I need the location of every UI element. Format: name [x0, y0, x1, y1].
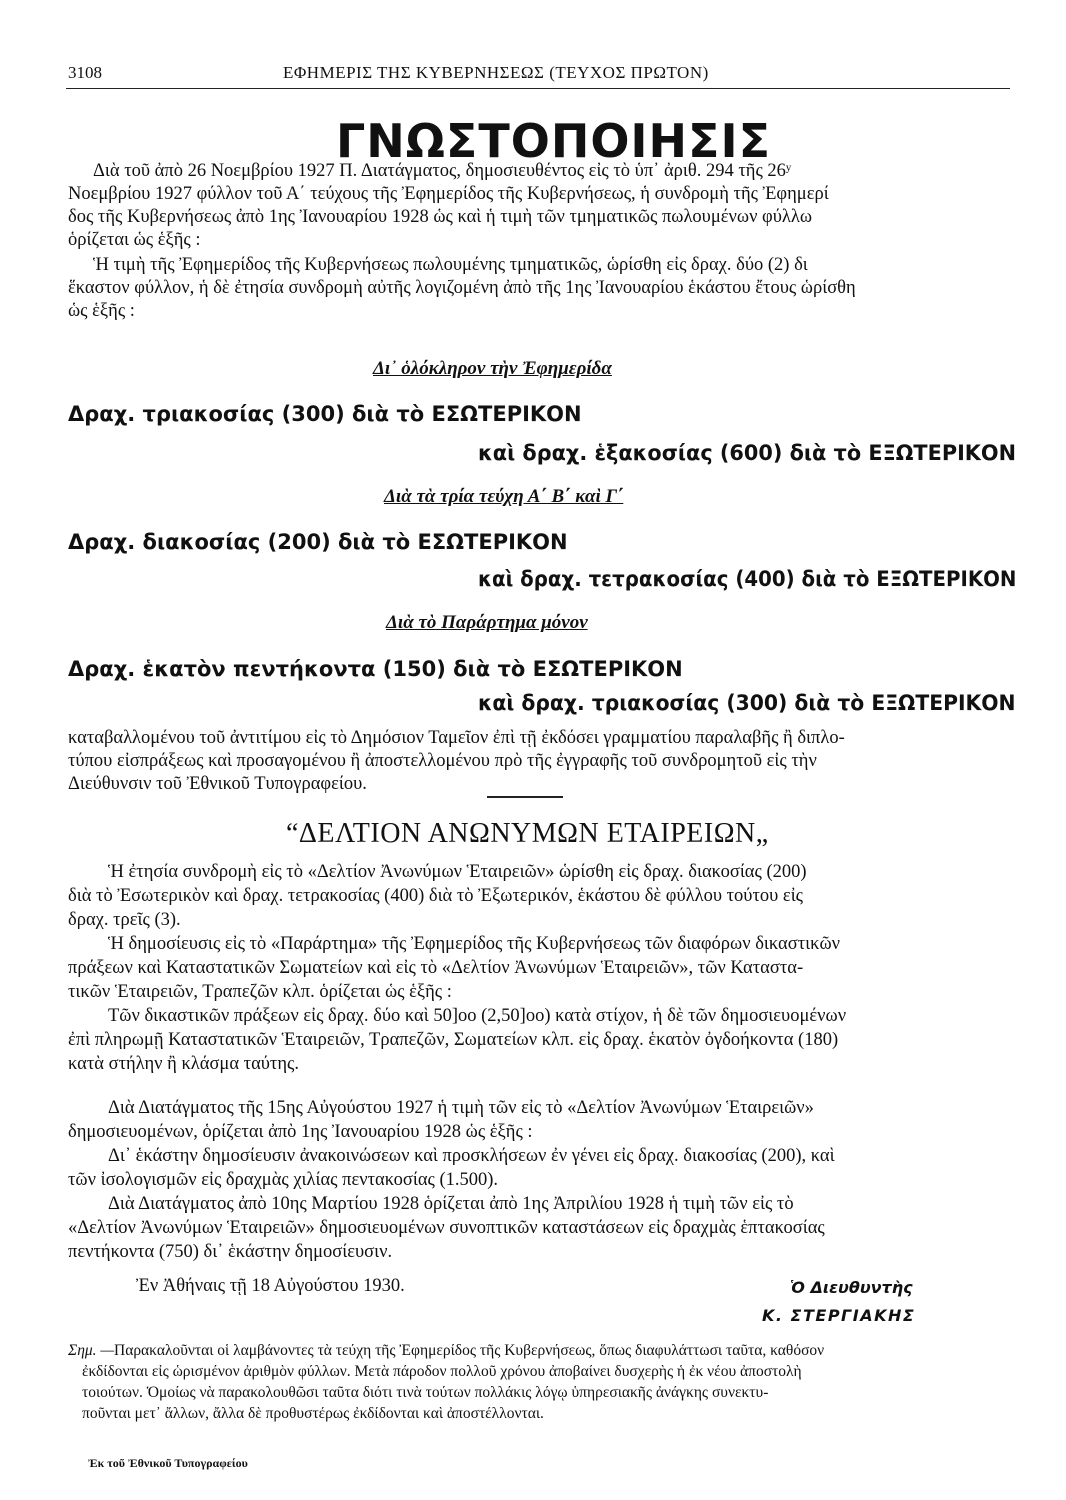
payment-line: Διεύθυνσιν τοῦ Ἐθνικοῦ Τυπογραφείου.	[68, 774, 367, 794]
page-number: 3108	[68, 63, 102, 82]
printer-imprint: Ἐκ τοῦ Ἐθνικοῦ Τυπογραφείου	[88, 1456, 248, 1470]
decree-line: πεντήκοντα (750) δι᾽ ἑκάστην δημοσίευσιν.	[68, 1242, 393, 1262]
decree-line: Διὰ Διατάγματος ἀπὸ 10ης Μαρτίου 1928 ὁρίζεται ἀπὸ 1ης Ἀπριλίου 1928 ἡ τιμὴ τῶν εἰς τὸ	[108, 1194, 794, 1214]
footnote-line: Παρακαλοῦνται οἱ λαμβάνοντες τὰ τεύχη τῆς Ἐφημερίδος τῆς Κυβερνήσεως, ὅπως διαφυλάττωσι ταῦτα, καθόσον	[114, 1342, 825, 1359]
section-divider	[487, 796, 563, 798]
footnote-line: τοιούτων. Ὁμοίως νὰ παρακολουθῶσι ταῦτα διότι τινὰ τούτων πολλάκις λόγῳ ὑπηρεσιακῆς ἀνάγκης συνεκτυ-	[82, 1384, 769, 1401]
decree-line: Διὰ Διατάγματος τῆς 15ης Αὐγούστου 1927 ἡ τιμὴ τῶν εἰς τὸ «Δελτίον Ἀνωνύμων Ἑταιρειῶν»	[108, 1098, 814, 1118]
intro-line: Διὰ τοῦ ἀπὸ 26 Νοεμβρίου 1927 Π. Διατάγματος, δημοσιευθέντος εἰς τὸ ὑπ᾽ ἀριθ. 294 τῆς 26ʸ	[93, 161, 792, 181]
bulletin-line: κατὰ στήλην ἢ κλάσμα ταύτης.	[68, 1054, 299, 1074]
signatory-name: Κ. ΣΤΕΡΓΙΑΚΗΣ	[762, 1306, 916, 1325]
place-date: Ἐν Ἀθήναις τῇ 18 Αὐγούστου 1930.	[136, 1276, 405, 1296]
intro-line: Νοεμβρίου 1927 φύλλον τοῦ Α΄ τεύχους τῆς Ἐφημερίδος τῆς Κυβερνήσεως, ἡ συνδρομὴ τῆς Ἐφημερί	[68, 184, 829, 204]
header-rule	[66, 88, 1010, 89]
price-interior: Δραχ. ἑκατὸν πεντήκοντα (150) διὰ τὸ ΕΣΩΤΕΡΙΚΟΝ	[68, 657, 683, 681]
price-exterior: καὶ δραχ. τετρακοσίας (400) διὰ τὸ ΕΞΩΤΕΡΙΚΟΝ	[478, 567, 1017, 591]
group-heading: Διὰ τὸ Παράρτημα μόνον	[386, 612, 588, 633]
bulletin-title: “ΔΕΛΤΙΟΝ ΑΝΩΝΥΜΩΝ ΕΤΑΙΡΕΙΩΝ„	[286, 818, 769, 849]
price-interior: Δραχ. τριακοσίας (300) διὰ τὸ ΕΣΩΤΕΡΙΚΟΝ	[68, 402, 582, 426]
bulletin-line: δραχ. τρεῖς (3).	[68, 910, 181, 930]
payment-line: τύπου εἰσπράξεως καὶ προσαγομένου ἢ ἀποστελλομένου πρὸ τῆς ἐγγραφῆς τοῦ συνδρομητοῦ εἰς τὴν	[68, 751, 817, 771]
price-line: Ἡ τιμὴ τῆς Ἐφημερίδος τῆς Κυβερνήσεως πωλουμένης τμηματικῶς, ὡρίσθη εἰς δραχ. δύο (2) δι	[93, 255, 808, 275]
bulletin-line: Ἡ ἐτησία συνδρομὴ εἰς τὸ «Δελτίον Ἀνωνύμων Ἑταιρειῶν» ὡρίσθη εἰς δραχ. διακοσίας (200)	[108, 862, 807, 882]
group-heading: Διὰ τὰ τρία τεύχη Α΄ Β΄ καὶ Γ΄	[384, 486, 624, 507]
signatory-role: Ὁ Διευθυντὴς	[790, 1278, 913, 1297]
group-heading: Δι᾽ ὁλόκληρον τὴν Ἐφημερίδα	[373, 358, 612, 379]
running-title: ΕΦΗΜΕΡΙΣ ΤΗΣ ΚΥΒΕΡΝΗΣΕΩΣ (ΤΕΥΧΟΣ ΠΡΩΤΟΝ)	[283, 63, 709, 82]
price-exterior: καὶ δραχ. ἑξακοσίας (600) διὰ τὸ ΕΞΩΤΕΡΙΚΟΝ	[478, 441, 1017, 465]
footnote-line: ἐκδίδονται εἰς ὡρισμένον ἀριθμὸν φύλλων. Μετὰ πάροδον πολλοῦ χρόνου ἀποβαίνει δυσχερὴς ἡ ἐκ νέου ἀποστολὴ	[82, 1363, 802, 1380]
price-interior: Δραχ. διακοσίας (200) διὰ τὸ ΕΣΩΤΕΡΙΚΟΝ	[68, 530, 568, 554]
bulletin-line: ἐπὶ πληρωμῇ Καταστατικῶν Ἑταιρειῶν, Τραπεζῶν, Σωματείων κλπ. εἰς δραχ. ἑκατὸν ὀγδοήκοντα (180)	[68, 1030, 839, 1050]
bulletin-line: Ἡ δημοσίευσις εἰς τὸ «Παράρτημα» τῆς Ἐφημερίδος τῆς Κυβερνήσεως τῶν διαφόρων δικαστικῶν	[108, 934, 840, 954]
bulletin-line: Τῶν δικαστικῶν πράξεων εἰς δραχ. δύο καὶ 50]οο (2,50]οο) κατὰ στίχον, ἡ δὲ τῶν δημοσιευομένων	[108, 1006, 847, 1026]
bulletin-line: διὰ τὸ Ἐσωτερικὸν καὶ δραχ. τετρακοσίας (400) διὰ τὸ Ἐξωτερικόν, ἑκάστου δὲ φύλλου τούτου εἰς	[68, 886, 804, 906]
intro-line: ὁρίζεται ὡς ἑξῆς :	[68, 230, 201, 250]
footnote-line: ποῦνται μετ᾽ ἄλλων, ἄλλα δὲ προθυστέρως ἐκδίδονται καὶ ἀποστέλλονται.	[82, 1405, 544, 1422]
price-line: ὡς ἑξῆς :	[68, 301, 135, 321]
intro-line: δος τῆς Κυβερνήσεως ἀπὸ 1ης Ἰανουαρίου 1928 ὡς καὶ ἡ τιμὴ τῶν τμηματικῶς πωλουμένων φύλλω	[68, 207, 813, 227]
payment-line: καταβαλλομένου τοῦ ἀντιτίμου εἰς τὸ Δημόσιον Ταμεῖον ἐπὶ τῇ ἐκδόσει γραμματίου παραλαβῆς ἢ διπλο-	[68, 728, 845, 748]
decree-line: δημοσιευομένων, ὁρίζεται ἀπὸ 1ης Ἰανουαρίου 1928 ὡς ἑξῆς :	[68, 1122, 533, 1142]
price-line: ἕκαστον φύλλον, ἡ δὲ ἐτησία συνδρομὴ αὐτῆς λογιζομένη ἀπὸ τῆς 1ης Ἰανουαρίου ἑκάστου ἔτους ὡρίσθη	[68, 278, 856, 298]
bulletin-line: τικῶν Ἑταιρειῶν, Τραπεζῶν κλπ. ὁρίζεται ὡς ἑξῆς :	[68, 982, 452, 1002]
decree-line: τῶν ἰσολογισμῶν εἰς δραχμὰς χιλίας πεντακοσίας (1.500).	[68, 1170, 499, 1190]
decree-line: Δι᾽ ἑκάστην δημοσίευσιν ἀνακοινώσεων καὶ προσκλήσεων ἐν γένει εἰς δραχ. διακοσίας (200), καὶ	[108, 1146, 835, 1166]
footnote-label: Σημ. —	[68, 1342, 115, 1359]
notice-title: ΓΝΩΣΤΟΠΟΙΗΣΙΣ	[336, 114, 771, 168]
decree-line: «Δελτίον Ἀνωνύμων Ἑταιρειῶν» δημοσιευομένων συνοπτικῶν καταστάσεων εἰς δραχμὰς ἑπτακοσίας	[68, 1218, 825, 1238]
price-exterior: καὶ δραχ. τριακοσίας (300) διὰ τὸ ΕΞΩΤΕΡΙΚΟΝ	[478, 691, 1016, 715]
bulletin-line: πράξεων καὶ Καταστατικῶν Σωματείων καὶ εἰς τὸ «Δελτίον Ἀνωνύμων Ἑταιρειῶν», τῶν Καταστα-	[68, 958, 804, 978]
